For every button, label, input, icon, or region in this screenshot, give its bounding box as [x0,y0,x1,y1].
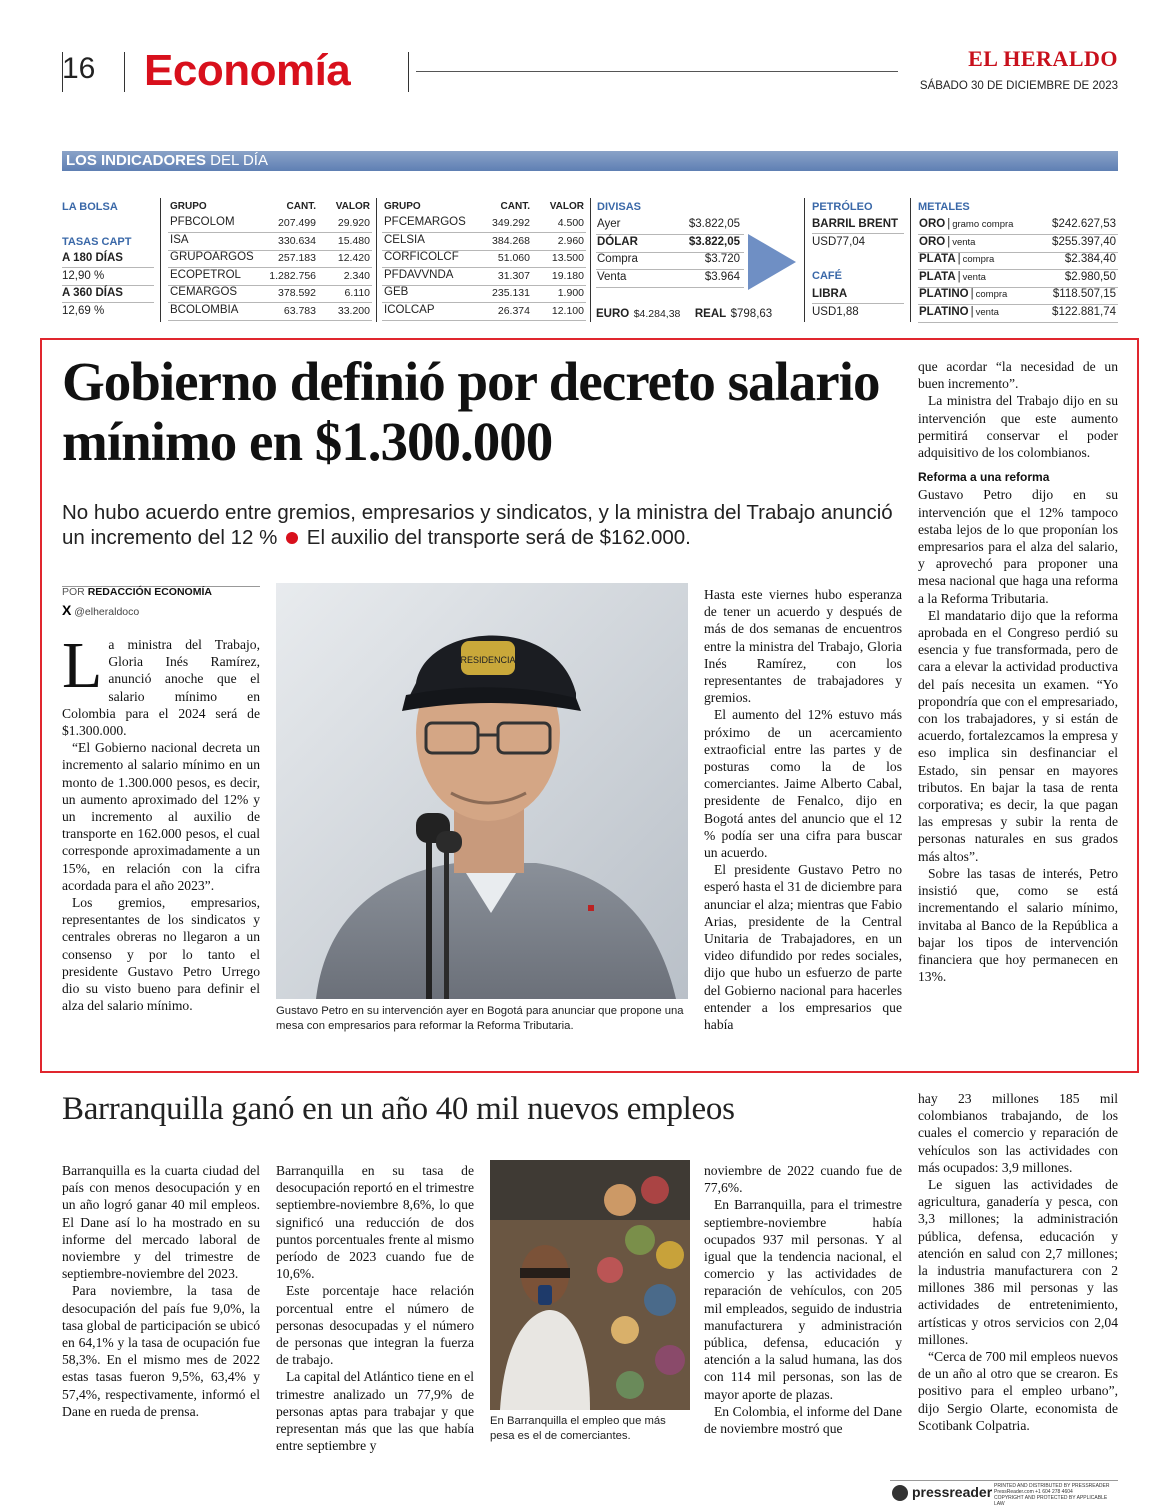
libra-label: LIBRA [812,288,848,300]
section-title: Economía [144,46,351,95]
divisa-label: Ayer [597,218,621,230]
article2-column-1 [62,1162,260,1420]
metal-row [919,271,986,283]
divisa-value: $3.720 [704,253,740,265]
stock-value: 13.500 [551,252,584,264]
stock-quantity: 349.292 [492,217,530,229]
byline-author: REDACCIÓN ECONOMÍA [87,586,212,598]
metal-type: gramo compra [952,219,1014,230]
a360-label: A 360 DÍAS [62,287,123,299]
metales-label: METALES [918,201,970,213]
stock-name: GEB [384,286,409,298]
paragraph: El mandatario dijo que la reforma aprobada en el Congreso perdió su esencia y fue transformada, pero de cara a elevar la actividad productiva del país necesita un examen. “Yo propondría que con el empresariado, con los trabajadores, y si están de acuerdo, fortalezcamos la empresa y eso implica sin desfinanciar el Estado, sin pensar en mayores tributos. En bajar la tasa de renta corporativa; es decir, la que pagan las empresas y subir la renta de personas naturales en sus grados más altos”. [918,607,1118,864]
metal-row [919,288,1007,300]
stock-quantity: 31.307 [497,269,530,282]
metales-block [918,198,1118,322]
tasas-label: TASAS CAPT [62,236,132,248]
divisa-label: Venta [597,270,627,283]
divisa-label: DÓLAR [597,235,638,248]
libra-value: USD1,88 [812,306,859,318]
paragraph: Barranquilla es la cuarta ciudad del país con menos desocupación y en un año logró ganar 40 mil empleos. El Dane así lo ha mostrado en su informe del mercado laboral de noviembre y del trimestre de septiembre-noviembre del 2023. [62,1163,260,1282]
stock-value: 15.480 [337,234,370,247]
cap-lettering: RESIDENCIA [460,655,516,665]
metal-type: venta [975,306,999,318]
metal-value: $255.397,40 [1052,235,1116,248]
stock-name: ISA [170,233,189,246]
metal-name: PLATINO [919,288,969,300]
metal-value: $242.627,53 [1052,218,1116,230]
col-header-valor: VALOR [549,201,584,212]
divisa-value: $3.822,05 [688,235,740,248]
page-number: 16 [62,52,96,85]
article-column-3 [704,586,902,1033]
publication-date: SÁBADO 30 DE DICIEMBRE DE 2023 [919,80,1118,92]
metal-separator: | [970,288,974,300]
photo2-caption: En Barranquilla el empleo que más pesa es el de comerciantes. [490,1415,666,1442]
stock-value: 6.110 [344,287,370,299]
metal-value: $122.881,74 [1052,305,1116,318]
byline-handle: @elheraldoco [74,606,140,618]
col-header-cant: CANT. [286,201,316,212]
metal-value: $2.384,40 [1064,253,1116,265]
pressreader-logo-icon [892,1485,908,1501]
drop-cap: L [62,629,103,702]
paragraph: Barranquilla en su tasa de desocupación reportó en el trimestre septiembre-noviembre 8,6%, lo que significó una reducción de dos puntos porcentuales frente al mismo período de 2023 cuando fue de 10,6%. [276,1163,474,1282]
metal-separator: | [957,253,961,265]
stock-name: ECOPETROL [170,268,241,281]
stock-quantity: 207.499 [278,217,316,229]
metal-value: $118.507,15 [1052,288,1116,300]
metal-name: ORO [919,218,946,230]
metal-row [919,306,999,318]
article2-column-4 [918,1090,1118,1434]
fineprint-line: PressReader.com +1 604 278 4604 [994,1489,1073,1495]
stock-value: 1.900 [557,287,584,299]
article2-column-3 [704,1162,902,1437]
paragraph: Los gremios, empresarios, representantes de los sindicatos y centrales obreras no llegaron a un consenso y por lo tanto el presidente Gustavo Petro Urrego dio su visto bueno para definir el alza del salario mínimo. [62,895,260,1014]
stock-value: 12.100 [551,304,584,317]
real-value: $798,63 [730,308,773,320]
metal-type: venta [952,236,976,248]
stock-value: 2.960 [557,234,584,247]
header-divider [124,52,125,92]
stock-quantity: 378.592 [278,287,316,299]
col-header-grupo: GRUPO [170,201,207,212]
stock-quantity: 257.183 [278,252,316,264]
euro-label: EURO [596,308,630,320]
subhead-part-a: No hubo acuerdo entre gremios, empresarios y sindicatos, y la ministra del Trabajo anunció un incremento del 12 % [62,501,893,549]
stock-quantity: 51.060 [497,252,530,264]
paragraph: Este porcentaje hace relación porcentual entre el número de personas desocupadas y el número de personas que integran la fuerza de trabajo. [276,1283,474,1368]
paragraph: noviembre de 2022 cuando fue de 77,6%. [704,1163,902,1196]
paragraph: Sobre las tasas de interés, Petro insistió que, como se está incrementando el salario mínimo, invitaba al Banco de la República a bajar los tipos de intervención financiera que hoy permanecen en 13%. [918,865,1118,985]
indicators-title-bold: LOS INDICADORES [66,152,207,169]
stock-quantity: 330.634 [278,234,316,247]
stock-value: 12.420 [337,252,370,264]
bolsa-label: LA BOLSA [62,201,118,213]
metal-name: PLATINO [919,305,969,318]
stock-quantity: 63.783 [283,304,316,317]
paragraph: El aumento del 12% estuvo más próximo de un acercamiento extraoficial entre las partes y de posturas como la de los comerciantes. Jaime Alberto Cabal, presidente de Fenalco, dijo en Bogotá antes del anuncio que el 12 % podía ser una cifra para buscar un acuerdo. [704,707,902,861]
header-rule [416,71,898,72]
paragraph: En Barranquilla, para el trimestre septiembre-noviembre había ocupados 937 mil personas. Y al igual que la tendencia nacional, el comercio y las actividades de reparación de vehículos, con 205 mil empleados, seguido de industria manufacturera y administración pública, defensa, educación y atención a la salud humana, las dos con 114 mil personas, son las de mayor aporte de plazas. [704,1197,902,1402]
stocks-table-left [168,198,372,322]
section-subtitle: Reforma a una reforma [918,470,1050,485]
barril-value: USD77,04 [812,236,866,248]
stock-quantity: 26.374 [497,304,530,317]
metal-row [919,236,975,248]
article-column-4 [918,358,1118,985]
byline-por: POR [62,586,85,598]
stock-name: CELSIA [384,233,425,246]
fineprint-line: PRINTED AND DISTRIBUTED BY PRESSREADER [994,1483,1110,1489]
stock-value: 33.200 [337,304,370,317]
article2-headline: Barranquilla ganó en un año 40 mil nuevos empleos [62,1091,735,1127]
newspaper-logo: EL HERALDO [968,46,1118,71]
petro-photo [276,583,688,999]
byline [62,586,212,598]
photo-caption: Gustavo Petro en su intervención ayer en Bogotá para anunciar que propone una mesa con empresarios para reformar la Reforma Tributaria. [276,1005,684,1032]
market-photo [490,1160,690,1410]
metal-row [919,218,1013,230]
paragraph: “Cerca de 700 mil empleos nuevos de un año al otro que se crearon. Es positivo para el empleo urbano”, dijo Sergio Olarte, economista de Scotibank Colpatria. [918,1349,1118,1433]
metal-row [919,253,994,265]
paragraph: a ministra del Trabajo, Gloria Inés Ramírez, anunció anoche que el salario mínimo en Colombia para el 2024 será de $1.300.000. [62,637,260,739]
bullet-dot-icon [286,532,298,544]
divisa-label: Compra [597,253,638,265]
bolsa-tasas-block [62,198,154,322]
x-logo-icon: X [62,602,72,618]
metal-separator: | [970,305,974,318]
petroleo-label: PETRÓLEO [812,201,873,213]
metal-name: ORO [919,235,946,248]
divisa-value: $3.964 [704,270,740,283]
real-label: REAL [694,308,727,320]
metal-separator: | [947,235,951,248]
indicators-title-rest: DEL DÍA [206,152,268,169]
header-divider [408,52,409,92]
paragraph: Gustavo Petro dijo en su intervención que el 12% tampoco estaba lejos de lo que proponían los empresarios para el alza del salario, y aprovechó para proponer una mesa nacional que haga una reforma a la Reforma Tributaria. [918,487,1118,606]
indicators-title-bar [62,151,1118,171]
cafe-label: CAFÉ [812,270,842,282]
stock-value: 29.920 [337,217,370,229]
stock-name: BCOLOMBIA [170,303,239,316]
stock-name: GRUPOARGOS [170,251,254,263]
metal-name: PLATA [919,253,956,265]
arrow-right-icon [748,234,796,290]
euro-value: $4.284,38 [633,308,681,320]
paragraph: En Colombia, el informe del Dane de noviembre mostró que [704,1403,902,1437]
metal-name: PLATA [919,270,956,283]
stock-name: CORFICOLCF [384,251,459,263]
col-header-cant: CANT. [500,201,530,212]
stock-value: 2.340 [343,269,370,282]
pressreader-fineprint [994,1483,1118,1507]
stock-name: PFBCOLOM [170,216,235,228]
pressreader-brand: pressreader [912,1484,993,1500]
divisa-value: $3.822,05 [688,218,740,230]
stock-quantity: 235.131 [492,287,530,299]
stocks-table-right [382,198,586,322]
stock-quantity: 384.268 [492,234,530,247]
paragraph: Hasta este viernes hubo esperanza de tener un acuerdo y después de más de dos semanas de encuentros entre la ministra del Trabajo, Gloria Inés Ramírez, con los representantes de trabajadores y gremios. [704,587,902,706]
paragraph: La capital del Atlántico tiene en el trimestre analizado un 77,9% de personas aptas para trabajar y que representan más que las que había entre septiembre y [276,1369,474,1454]
paragraph: El presidente Gustavo Petro no esperó hasta el 31 de diciembre para anunciar el alza; mientras que Fabio Arias, presidente de la Central Unitaria de Trabajadores, en un video difundido por redes sociales, dijo que hubo un esfuerzo de parte del Gobierno nacional para hacerles entender a los empresarios que había [704,862,902,1033]
barril-label: BARRIL BRENT [812,218,899,230]
a180-value: 12,90 % [62,270,105,282]
paragraph: Le siguen las actividades de agricultura, ganadería y pesca, con 3,3 millones; la administración pública, defensa, educación y atención en salud con 2,7 millones; la industria manufacturera con 2 millones 386 mil personas y las actividades de entretenimiento, artísticas y otros servicios con 2,04 millones. [918,1177,1118,1347]
stock-value: 19.180 [551,269,584,282]
metal-separator: | [947,218,951,230]
article2-column-2 [276,1162,474,1454]
col-header-valor: VALOR [335,201,370,212]
paragraph: hay 23 millones 185 mil colombianos trabajando, de los cuales el comercio y reparación de vehículos son las actividades con más ocupados: 3,9 millones. [918,1091,1118,1175]
paragraph: que acordar “la necesidad de un buen incremento”. [918,359,1118,392]
article-headline: Gobierno definió por decreto salario mínimo en $1.300.000 [62,351,880,472]
metal-type: compra [962,254,995,265]
col-header-grupo: GRUPO [384,201,421,212]
metal-type: compra [975,289,1008,300]
stock-name: CEMARGOS [170,286,238,298]
stock-name: PFCEMARGOS [384,216,466,228]
fineprint-line: COPYRIGHT AND PROTECTED BY APPLICABLE LAW [994,1495,1108,1507]
article-subhead [62,500,912,550]
petroleo-cafe-block [812,198,904,322]
stock-name: ICOLCAP [384,303,435,316]
stock-name: PFDAVVNDA [384,268,454,281]
pressreader-footer [890,1480,1118,1505]
euro-real-row [596,304,800,322]
metal-separator: | [957,270,961,283]
stock-value: 4.500 [557,217,584,229]
paragraph: La ministra del Trabajo dijo en su intervención que este aumento permitirá conservar el poder adquisitivo de los colombianos. [918,393,1118,461]
a360-value: 12,69 % [62,305,105,317]
metal-value: $2.980,50 [1064,270,1116,283]
article-column-1 [62,629,260,1014]
stock-quantity: 1.282.756 [269,269,316,282]
subhead-part-b: El auxilio del transporte será de $162.000. [306,526,691,549]
byline-social [62,602,139,618]
metal-type: venta [962,271,986,283]
paragraph: Para noviembre, la tasa de desocupación del país fue 9,0%, la tasa global de participación se ubicó en 64,1% y la tasa de ocupación fue 58,3%. En el mismo mes de 2022 estas tasas fueron 9,5%, 63,4% y 57,4%, respectivamente, informó el Dane en rueda de prensa. [62,1283,260,1419]
paragraph: “El Gobierno nacional decreta un incremento al salario mínimo en un monto de 1.300.000 pesos, es decir, un aumento aproximado del 12% y un incremento al auxilio de transporte en 162.000 pesos, el cual corresponde aproximadamente a un 15%, en relación con la cifra acordada para el año 2023”. [62,740,260,893]
a180-label: A 180 DÍAS [62,252,123,264]
divisas-label: DIVISAS [597,201,642,213]
